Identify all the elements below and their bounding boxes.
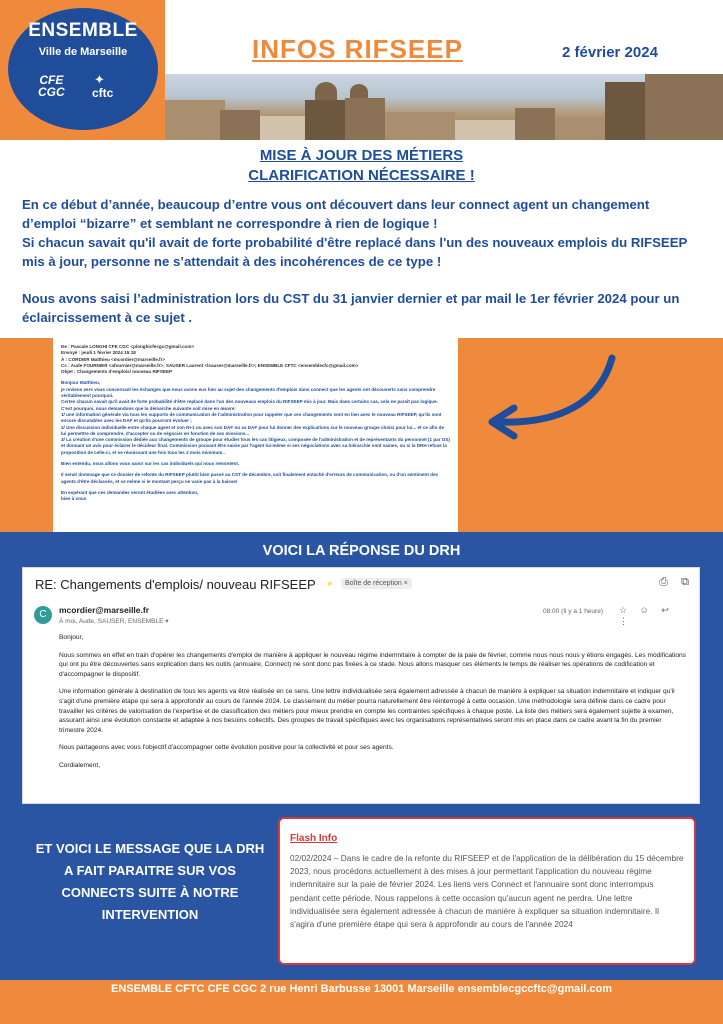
- emoji-icon[interactable]: ☺: [639, 605, 649, 615]
- email-time: 08:00 (Il y a 1 heure): [543, 608, 603, 615]
- more-vertical-icon[interactable]: ⋮: [619, 616, 628, 626]
- importance-marker-icon: »: [327, 578, 333, 588]
- print-icon[interactable]: ⎙: [659, 576, 669, 588]
- flash-info-box: [278, 817, 696, 965]
- curved-arrow-icon: [470, 352, 620, 442]
- publication-date: 2 février 2024: [562, 44, 658, 61]
- email-row-icons: [619, 605, 699, 627]
- email-actions: [649, 576, 689, 589]
- star-icon[interactable]: ☆: [619, 605, 628, 615]
- footer-contact: ENSEMBLE CFTC CFE CGC 2 rue Henri Barbusse 13001 Marseille ensemblecgccftc@gmail.com: [111, 983, 612, 995]
- cftc-bird-icon: ✦: [94, 72, 105, 87]
- intro-paragraph: En ce début d’année, beaucoup d’entre vous ont découvert dans leur connect agent un changement d’emploi “bizarre” et semblant ne correspondre à rien de logique !: [22, 197, 650, 231]
- page-title: INFOS RIFSEEP: [252, 34, 463, 64]
- cfe-cgc-logo: CFE CGC: [38, 73, 65, 99]
- logo-subtitle: Ville de Marseille: [38, 46, 128, 58]
- email-recipients: À moi, Aude, SAUSER, ENSEMBLE ▾: [59, 618, 169, 625]
- logo-title: ENSEMBLE: [28, 20, 138, 41]
- flash-info-text: 02/02/2024 – Dans le cadre de la refonte du RIFSEEP et de l'application de la délibération du 15 décembre 2023, nous procédons actuellement à des mises à jour permettant l'application du nouveau régime indemnitaire sur la paie de février 2024. Les liens vers Connect et l'annuaire sont donc interrompus pendant cette période. Nous rappelons à cette occasion qu'aucun agent ne perdra. Une lettre individualisée sera également adressée à chacun de manière à expliquer sa situation indemnitaire. Il s'agira d'une première étape qui sera à approfondir au cours de l'année 2024: [290, 853, 684, 930]
- inbox-label: Boîte de réception ×: [341, 578, 412, 589]
- flash-info-title: Flash Info: [290, 833, 338, 844]
- email-body: Bonjour, Nous sommes en effet en train d'opérer les changements d'emploi de manière à appliquer le nouveau régime indemnitaire à compter de la paie de février, comme nous nous nous y étions engagés. Les modifications qui ont pu être découvertes sans explication dans les outils (annuaire, Connect) ne sont donc pas fixées à ce stade. Nous allons masquer ces éléments le temps de réaliser les opérations de codification et d'accompagner le dispositif. Une information générale à destination de tous les agents va être réalisée en ce sens. Une lettre individualisée sera également adressée à chacun de manière à expliquer sa situation indemnitaire et indiquer qu'il s'agit d'une première étape qui sera à approfondir au cours de l'année 2024. Le classement du métier pourra naturellement être réinterrogé à cette occasion. Une méthodologie sera définie dans ce cadre pour travailler les critères de valorisation de l'expertise et de classification des métiers pour mieux prendre en compte les contraintes spécifiques à chaque poste. La liste des métiers sera également sujette à examen, assurant ainsi une évolution constante et adaptée à nos besoins collectifs. Des groupes de travail spécifiques avec les organisations représentatives seront mis en place dans ce cadre avant la fin du premier trimestre 2024. Nous partageons avec vous l'objectif d'accompagner cette évolution positive pour la collectivité et pour ses agents. Cordialement,: [59, 634, 686, 769]
- email-subject: RE: Changements d'emplois/ nouveau RIFSEEP: [35, 577, 316, 592]
- sent-email-screenshot: De : Pascale LONGHI CFE CGC <plonghicfecgc@gmail.com> Envoyé : jeudi 1 février 2024 15:18 À : CORDIER Matthieu <mcordier@marseille.fr> Cc : Aude FOURNIER <afournier@marseille.fr>; SAUSER Laurent <lsauser@marseille.fr>; ENSEMBLE CFTC <ensemblecfc@gmail.com> Objet : Changements d'emplois/ nouveau RIFSEEP Bonjour Matthieu, je reviens vers vous concernant les échanges que nous avons eus hier au sujet des changements d'emplois dans connect que les agents ont découverts sans comprendre véritablement pourquoi. Certes chacun savait qu'il avait de forte probabilité d'être replacé dans l'un des nouveaux emplois du RIFSEEP mis à jour. Mais dans certains cas, cela ne paraît pas logique. C'est pourquoi, nous demandons que la démarche suivante soit mise en œuvre: 1/ une information générale via tous les supports de communication de l'administration pour rappeler que ces changements sont en lien avec le nouveau RIFSEEP, qu'ils sont encore discutables avec les DAF et qu'ils pourront évoluer ; 2/ Une discussion individuelle entre chaque agent et son N+1 ou avec son DAF ou sa DAF pour lui donner des explications sur le nouveau groupe choisi pour lui... et ce afin de lui permettre de comprendre, d'accepter ou de négocier en fonction de ses missions... 3/ La création d'une commission dédiée aux changements de groupe pour étudier tous les cas litigieux, composée de l'administration et de représentants du personnel (1 par OS) et donnant un avis pour éclairer le décideur final. Commission pouvant être saisie par l'agent lui-même si ses négociations avec sa hiérarchie sont vaines, ou si la DRH refuse la proposition de celle-ci, et se réunissant une fois tous les 2 mois minimum.. Bien entendu, nous allons vous saisir sur les cas individuels qui nous remontent. Il serait dommage que ce dossier de refonte du RIFSEEP plutôt bien passé au CST de décembre, soit finalement entaché d'erreurs de communication, ou d'un sentiment des agents d'être déclassés, et ce même si le montant perçu ne varie pas à la baisse! En espérant que ces demandes seront étudiées avec attention, bien à vous: [53, 338, 458, 532]
- header: [0, 0, 723, 140]
- intro-text: [22, 195, 707, 327]
- drh-email-screenshot: [22, 567, 700, 804]
- section-title: MISE À JOUR DES MÉTIERS CLARIFICATION NÉCESSAIRE !: [248, 147, 475, 184]
- cftc-logo: cftc: [92, 86, 114, 100]
- marseille-city-photo: [165, 74, 723, 140]
- external-link-icon[interactable]: ⧉: [681, 576, 689, 588]
- intro-paragraph: Si chacun savait qu'il avait de forte probabilité d'être replacé dans l'un des nouveaux emplois du RIFSEEP mis à jour, personne ne s’attendait à des incohérences de ce type !: [22, 235, 688, 269]
- email-sender: mcordier@marseille.fr: [59, 605, 150, 615]
- drh-section-title: VOICI LA RÉPONSE DU DRH: [262, 543, 461, 559]
- intro-paragraph: Nous avons saisi l’administration lors du CST du 31 janvier dernier et par mail le 1er février 2024 pour un éclaircissement à ce sujet .: [22, 291, 680, 325]
- connect-caption: ET VOICI LE MESSAGE QUE LA DRH A FAIT PARAITRE SUR VOS CONNECTS SUITE À NOTRE INTERVENTION: [35, 841, 265, 922]
- reply-icon[interactable]: ↩: [661, 605, 669, 615]
- avatar: C: [34, 606, 52, 624]
